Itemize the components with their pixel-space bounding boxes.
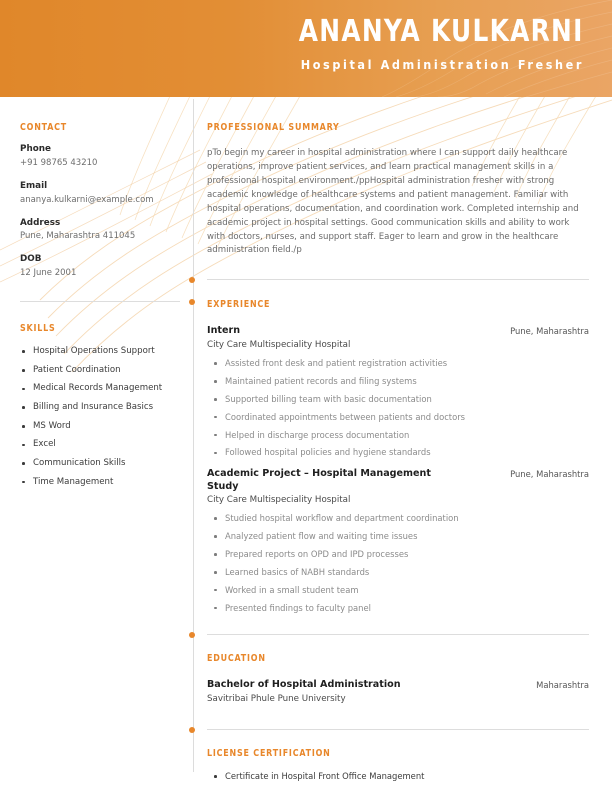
contact-label: DOB xyxy=(20,254,42,265)
list-item: Prepared reports on OPD and IPD processes xyxy=(207,550,589,560)
entry-header-row xyxy=(207,679,589,691)
contact-label: Address xyxy=(20,217,61,228)
contact-label: Phone xyxy=(20,144,51,154)
contact-item-address xyxy=(20,218,180,244)
license-section xyxy=(207,748,589,782)
summary-section xyxy=(207,122,589,258)
contact-heading: CONTACT xyxy=(20,122,68,133)
license-heading: LICENSE CERTIFICATION xyxy=(207,747,331,759)
list-item: Supported billing team with basic documentation xyxy=(207,395,589,405)
list-item: Worked in a small student team xyxy=(207,586,589,596)
list-item: Coordinated appointments between patients and doctors xyxy=(207,413,589,423)
entry-bullet-list xyxy=(207,514,589,613)
entry-title: Academic Project – Hospital Management Study xyxy=(207,468,431,492)
resume-header xyxy=(0,0,612,97)
timeline-dot xyxy=(189,727,195,733)
list-item: Analyzed patient flow and waiting time issues xyxy=(207,532,589,542)
entry-organization: City Care Multispeciality Hospital xyxy=(207,339,351,350)
summary-text: pTo begin my career in hospital administration where I can support daily healthcare operations, improve patient services, and learn practical management skills in a professional hospital environment./ppHospital administration fresher with strong academic knowledge of healthcare systems and patient management. Familiar with hospital operations, documentation, and coordination work. Completed internship and academic project in hospital settings. Good communication skills and ability to work with doctors, nurses, and support staff. Eager to learn and grow in the healthcare administration field./p xyxy=(207,148,579,256)
entry-header-row xyxy=(207,468,589,493)
skills-heading: SKILLS xyxy=(20,323,56,335)
list-item: Maintained patient records and filing systems xyxy=(207,377,589,387)
education-heading: EDUCATION xyxy=(207,653,266,665)
list-item: Helped in discharge process documentation xyxy=(207,431,589,441)
license-separator-wrap xyxy=(207,729,589,730)
main-column xyxy=(207,97,589,790)
entry-location: Maharashtra xyxy=(536,680,589,691)
list-item: MS Word xyxy=(20,422,180,431)
timeline-dot xyxy=(189,299,195,305)
section-divider xyxy=(207,729,589,730)
experience-entry xyxy=(207,468,589,613)
section-divider xyxy=(207,279,589,280)
header-text-block xyxy=(274,16,584,72)
experience-heading: EXPERIENCE xyxy=(207,299,271,311)
list-item: Studied hospital workflow and department coordination xyxy=(207,514,589,524)
education-separator-wrap xyxy=(207,634,589,635)
list-item: Hospital Operations Support xyxy=(20,347,180,356)
timeline-dot xyxy=(189,277,195,283)
list-item: Presented findings to faculty panel xyxy=(207,604,589,614)
candidate-role: Hospital Administration Fresher xyxy=(300,56,584,72)
list-item: Time Management xyxy=(20,478,180,487)
experience-entry xyxy=(207,325,589,458)
list-item: Excel xyxy=(20,440,180,449)
contact-value: Pune, Maharashtra 411045 xyxy=(20,231,136,242)
contact-item-phone xyxy=(20,144,180,170)
resume-body xyxy=(0,97,612,792)
entry-organization: Savitribai Phule Pune University xyxy=(207,693,346,704)
list-item: Patient Coordination xyxy=(20,366,180,375)
summary-heading: PROFESSIONAL SUMMARY xyxy=(207,122,340,133)
timeline-dot xyxy=(189,632,195,638)
contact-value: +91 98765 43210 xyxy=(20,157,98,168)
list-item: Certificate in Hospital Front Office Management xyxy=(207,772,589,782)
entry-title: Intern xyxy=(207,325,241,337)
contact-section xyxy=(20,122,180,280)
list-item: Medical Records Management xyxy=(20,384,180,393)
entry-organization: City Care Multispeciality Hospital xyxy=(207,494,351,505)
list-item: Billing and Insurance Basics xyxy=(20,403,180,412)
contact-value: ananya.kulkarni@example.com xyxy=(20,194,154,205)
list-item: Followed hospital policies and hygiene standards xyxy=(207,448,589,458)
entry-bullet-list xyxy=(207,359,589,458)
education-section xyxy=(207,653,589,705)
list-item: Assisted front desk and patient registration activities xyxy=(207,359,589,369)
sidebar-column xyxy=(20,97,180,496)
experience-separator-wrap xyxy=(207,279,589,280)
contact-value: 12 June 2001 xyxy=(20,268,77,279)
education-entry xyxy=(207,679,589,705)
section-divider xyxy=(207,634,589,635)
column-divider-line xyxy=(193,99,194,772)
license-list xyxy=(207,772,589,782)
entry-location: Pune, Maharashtra xyxy=(510,326,589,337)
contact-label: Email xyxy=(20,180,48,191)
contact-item-dob xyxy=(20,254,180,280)
list-item: Learned basics of NABH standards xyxy=(207,568,589,578)
entry-location: Pune, Maharashtra xyxy=(510,469,589,480)
sidebar-divider xyxy=(20,301,180,302)
entry-header-row xyxy=(207,325,589,337)
list-item: Communication Skills xyxy=(20,459,180,468)
candidate-name: ANANYA KULKARNI xyxy=(299,14,584,49)
skills-list xyxy=(20,347,180,487)
experience-section xyxy=(207,299,589,613)
entry-title: Bachelor of Hospital Administration xyxy=(207,679,401,691)
contact-item-email xyxy=(20,181,180,207)
